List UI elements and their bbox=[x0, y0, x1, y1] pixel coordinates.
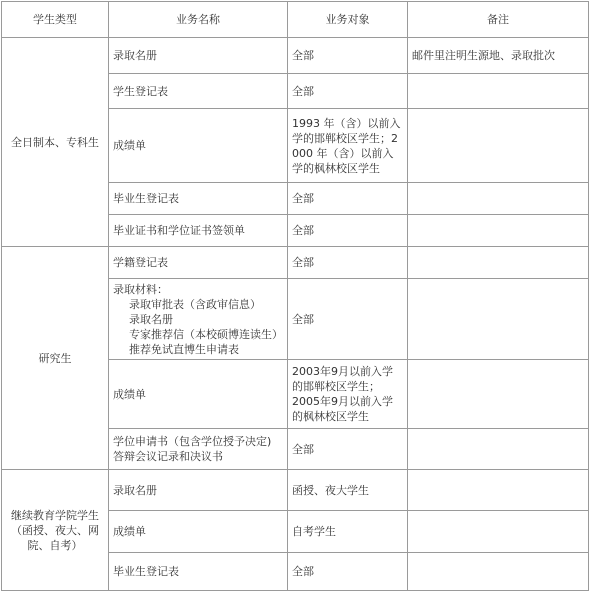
business-name-cell: 学籍登记表 bbox=[109, 247, 288, 279]
business-target-cell: 全部 bbox=[288, 215, 408, 247]
materials-heading: 录取材料： bbox=[113, 282, 168, 296]
note-cell bbox=[408, 553, 589, 591]
business-target-cell: 全部 bbox=[288, 279, 408, 360]
business-name-cell: 学生登记表 bbox=[109, 74, 288, 109]
business-name-cell: 录取名册 bbox=[109, 470, 288, 511]
table-row bbox=[2, 38, 589, 74]
note-cell bbox=[408, 183, 589, 215]
student-type-cell: 研究生 bbox=[2, 247, 109, 470]
student-type-cell: 全日制本、专科生 bbox=[2, 38, 109, 247]
note-cell bbox=[408, 109, 589, 183]
note-cell bbox=[408, 279, 589, 360]
business-name-cell: 录取名册 bbox=[109, 38, 288, 74]
materials-subitem: 录取审批表（含政审信息） bbox=[129, 297, 261, 311]
note-cell bbox=[408, 511, 589, 553]
business-target-cell: 自考学生 bbox=[288, 511, 408, 553]
name-line: 学位申请书（包含学位授予决定) bbox=[113, 435, 272, 448]
business-target-cell: 函授、夜大学生 bbox=[288, 470, 408, 511]
note-cell bbox=[408, 74, 589, 109]
name-line: 答辩会议记录和决议书 bbox=[113, 450, 223, 463]
business-target-cell: 全部 bbox=[288, 553, 408, 591]
student-type-cell: 继续教育学院学生（函授、夜大、网院、自考） bbox=[2, 470, 109, 591]
business-target-cell: 全部 bbox=[288, 38, 408, 74]
note-cell bbox=[408, 360, 589, 429]
business-name-cell: 毕业证书和学位证书签领单 bbox=[109, 215, 288, 247]
business-target-cell bbox=[288, 360, 408, 429]
target-line: 2003年9月以前入学的邯郸校区学生； bbox=[292, 365, 393, 393]
materials-subitem: 专家推荐信（本校硕博连读生） bbox=[129, 327, 283, 341]
materials-subitem: 录取名册 bbox=[129, 312, 173, 326]
materials-subitem: 推荐免试直博生申请表 bbox=[129, 342, 239, 356]
header-note: 备注 bbox=[408, 2, 589, 38]
table-row bbox=[2, 470, 589, 511]
table-row bbox=[2, 247, 589, 279]
header-row bbox=[2, 2, 589, 38]
note-cell bbox=[408, 470, 589, 511]
header-business-target: 业务对象 bbox=[288, 2, 408, 38]
business-target-cell: 全部 bbox=[288, 247, 408, 279]
business-name-cell: 成绩单 bbox=[109, 511, 288, 553]
business-name-cell: 成绩单 bbox=[109, 360, 288, 429]
business-name-cell bbox=[109, 429, 288, 470]
note-cell bbox=[408, 215, 589, 247]
target-line: 2005年9月以前入学的枫林校区学生 bbox=[292, 395, 393, 423]
business-name-cell: 毕业生登记表 bbox=[109, 553, 288, 591]
note-cell bbox=[408, 429, 589, 470]
business-name-cell bbox=[109, 279, 288, 360]
header-student-type: 学生类型 bbox=[2, 2, 109, 38]
records-table bbox=[1, 1, 589, 591]
business-name-cell: 成绩单 bbox=[109, 109, 288, 183]
note-cell: 邮件里注明生源地、录取批次 bbox=[408, 38, 589, 74]
header-business-name: 业务名称 bbox=[109, 2, 288, 38]
business-name-cell: 毕业生登记表 bbox=[109, 183, 288, 215]
business-target-cell: 全部 bbox=[288, 183, 408, 215]
business-target-cell: 全部 bbox=[288, 74, 408, 109]
note-cell bbox=[408, 247, 589, 279]
business-target-cell: 1993 年（含）以前入学的邯郸校区学生；2000 年（含）以前入学的枫林校区学生 bbox=[288, 109, 408, 183]
business-target-cell: 全部 bbox=[288, 429, 408, 470]
